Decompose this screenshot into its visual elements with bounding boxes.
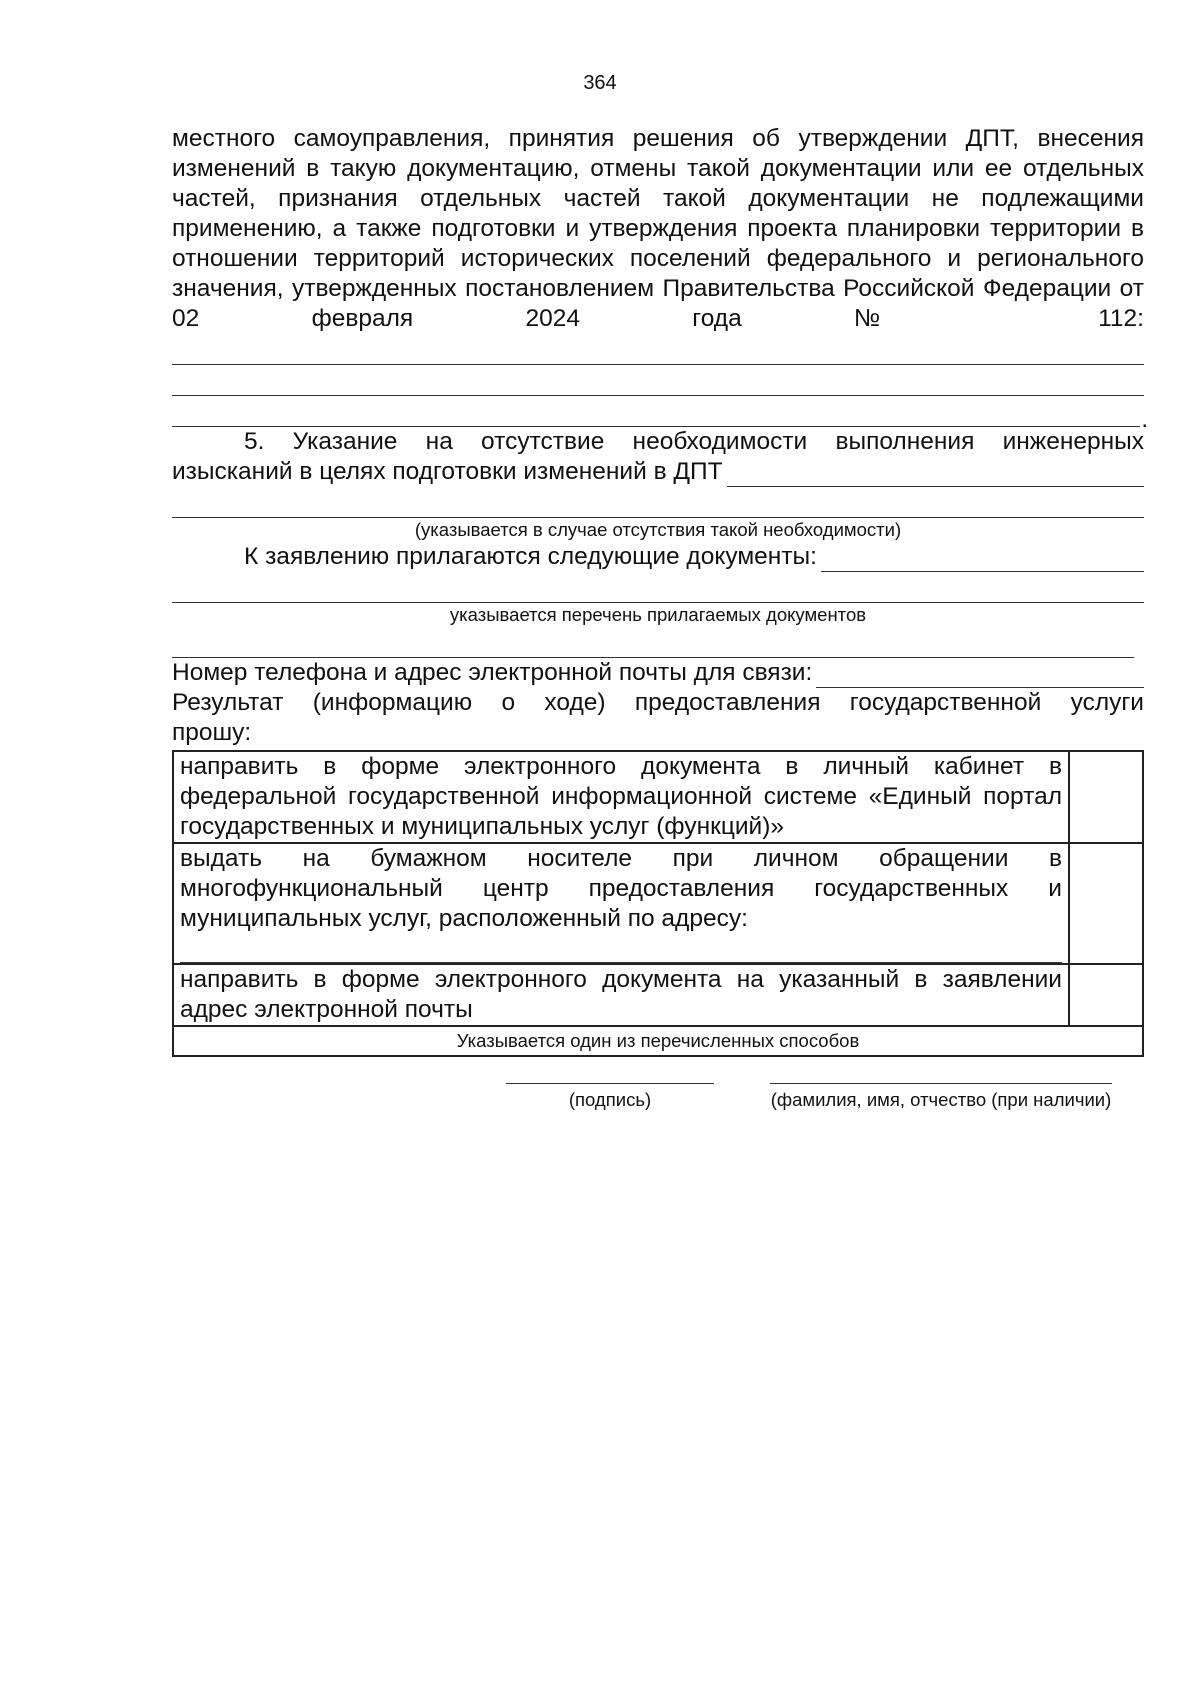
section-5-text: изысканий в целях подготовки изменений в ДПТ [172, 458, 723, 485]
option-2-checkbox[interactable] [1069, 843, 1143, 964]
attachments-blank-line-2[interactable] [172, 627, 1134, 658]
options-note-row [173, 1026, 1143, 1056]
blank-line-2[interactable] [172, 365, 1144, 396]
option-row-3 [173, 964, 1143, 1026]
section-5-hint: (указывается в случае отсутствия такой необходимости) [414, 519, 902, 540]
signature-field[interactable]: (подпись) [506, 1083, 714, 1112]
delivery-options-table [172, 750, 1144, 1057]
result-line-2: прошу: [172, 719, 252, 746]
result-line-1: Результат (информацию о ходе) предоставления государственной услуги [172, 689, 1144, 716]
section-5-blank-line[interactable] [172, 487, 1144, 518]
contacts-row [172, 658, 1144, 688]
full-name-field[interactable]: (фамилия, имя, отчество (при наличии) [770, 1083, 1112, 1112]
option-row-2 [173, 843, 1143, 964]
signature-block [172, 1083, 1144, 1163]
section-5-line-2 [172, 457, 1144, 487]
document-body [172, 124, 1148, 1163]
option-row-1 [173, 751, 1143, 843]
section-5-line-1: 5. Указание на отсутствие необходимости выполнения инженерных [244, 428, 1144, 455]
blank-line-1[interactable] [172, 334, 1144, 365]
option-1-checkbox[interactable] [1069, 751, 1143, 843]
period-mark: . [1141, 406, 1148, 433]
options-note: Указывается один из перечисленных способов [173, 1026, 1143, 1056]
attachments-row [172, 542, 1144, 572]
option-2-address-field[interactable] [180, 934, 1062, 963]
attachments-label: К заявлению прилагаются следующие документы: [244, 543, 817, 570]
option-3-text: направить в форме электронного документа на указанный в заявлении адрес электронной почты [180, 966, 1062, 1023]
intro-paragraph: местного самоуправления, принятия решения об утверждении ДПТ, внесения изменений в такую документацию, отмены такой документации или ее отдельных частей, признания отдельных частей такой документации не подлежащими применению, а также подготовки и утверждения проекта планировки территории в отношении территорий исторических поселений федерального и регионального значения, утвержденных постановлением Правительства Российской Федерации от 02 февраля 2024 года № 112: [172, 125, 1144, 332]
attachments-blank-line[interactable] [172, 572, 1144, 603]
section-5-fill-field[interactable] [727, 464, 1144, 487]
contacts-fill-field[interactable] [816, 665, 1144, 688]
attachments-fill-field[interactable] [821, 549, 1144, 572]
contacts-label: Номер телефона и адрес электронной почты для связи: [172, 659, 813, 686]
option-1-text: направить в форме электронного документа в личный кабинет в федеральной государственной информационной системе «Единый портал государственных и муниципальных услуг (функций)» [180, 753, 1062, 840]
attachments-hint: указывается перечень прилагаемых документов [449, 604, 867, 625]
option-2-text: выдать на бумажном носителе при личном обращении в многофункциональный центр предоставления государственных и муниципальных услуг, расположенный по адресу: [180, 845, 1062, 932]
blank-line-3[interactable] [172, 396, 1148, 433]
option-3-checkbox[interactable] [1069, 964, 1143, 1026]
page-number: 364 [583, 72, 617, 94]
